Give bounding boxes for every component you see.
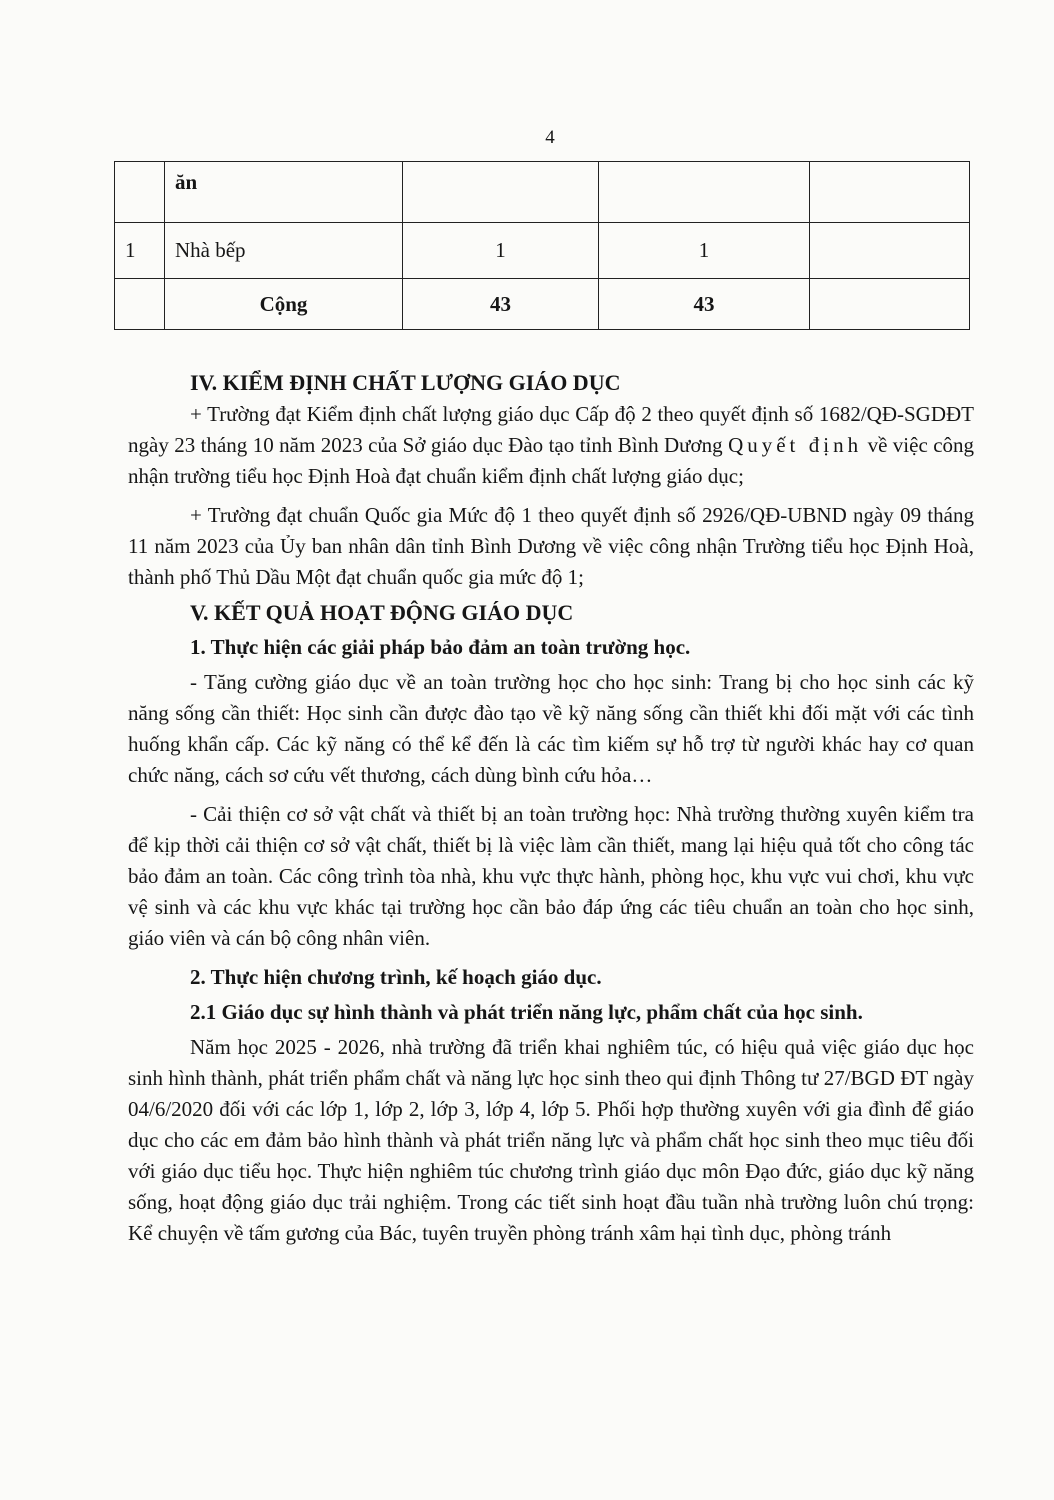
cell-no (115, 279, 165, 330)
cell-value-a: 1 (403, 223, 599, 279)
cell-name: Nhà bếp (165, 223, 403, 279)
cell-value-c (810, 223, 970, 279)
facility-table (114, 161, 970, 330)
page-number: 4 (545, 127, 555, 148)
paragraph-text: + Trường đạt Kiểm định chất lượng giáo dục Cấp độ 2 theo quyết định số 1682/QĐ-SGDĐT ngày 23 tháng 10 năm 2023 của Sở giáo dục Đào tạo tỉnh Bình Dương (128, 402, 974, 457)
paragraph: - Tăng cường giáo dục về an toàn trường học cho học sinh: Trang bị cho học sinh các kỹ năng sống cần thiết: Học sinh cần được đào tạo về kỹ năng sống cần thiết khi đối mặt với các tình huống khẩn cấp. Các kỹ năng có thể kể đến là các tìm kiếm sự hỗ trợ từ người khác hay cơ quan chức năng, cách sơ cứu vết thương, cách dùng bình cứu hỏa… (128, 670, 974, 787)
cell-value-b (599, 162, 810, 223)
subsection-heading: 2. Thực hiện chương trình, kế hoạch giáo dục. (190, 965, 602, 989)
paragraph: + Trường đạt chuẩn Quốc gia Mức độ 1 theo quyết định số 2926/QĐ-UBND ngày 09 tháng 11 năm 2023 của Ủy ban nhân dân tỉnh Bình Dương về việc công nhận Trường tiểu học Định Hoà, thành phố Thủ Dầu Một đạt chuẩn quốc gia mức độ 1; (128, 503, 974, 589)
section-heading: IV. KIỂM ĐỊNH CHẤT LƯỢNG GIÁO DỤC (190, 370, 621, 395)
paragraph: - Cải thiện cơ sở vật chất và thiết bị an toàn trường học: Nhà trường thường xuyên kiểm tra để kịp thời cải thiện cơ sở vật chất, thiết bị là việc làm cần thiết, mang lại hiệu quả tốt cho công tác bảo đảm an toàn. Các công trình tòa nhà, khu vực thực hành, phòng học, khu vực vui chơi, khu vực vệ sinh và các khu vực khác tại trường học cần bảo đáp ứng các tiêu chuẩn an toàn cho học sinh, giáo viên và cán bộ công nhân viên. (128, 802, 974, 950)
section-heading: V. KẾT QUẢ HOẠT ĐỘNG GIÁO DỤC (190, 600, 574, 625)
subsection-heading: 1. Thực hiện các giải pháp bảo đảm an toàn trường học. (190, 635, 691, 659)
paragraph-text-spaced: Quyết định (728, 433, 863, 457)
table-row-total (115, 279, 970, 330)
cell-value-a (403, 162, 599, 223)
cell-name: Cộng (165, 279, 403, 330)
subsection-heading: 2.1 Giáo dục sự hình thành và phát triển năng lực, phẩm chất của học sinh. (190, 1000, 863, 1024)
cell-no (115, 162, 165, 223)
cell-no: 1 (115, 223, 165, 279)
cell-value-b: 43 (599, 279, 810, 330)
cell-value-a: 43 (403, 279, 599, 330)
paragraph: Năm học 2025 - 2026, nhà trường đã triển khai nghiêm túc, có hiệu quả việc giáo dục học sinh hình thành, phát triển phẩm chất và năng lực học sinh theo qui định Thông tư 27/BGD ĐT ngày 04/6/2020 đối với các lớp 1, lớp 2, lớp 3, lớp 4, lớp 5. Phối hợp thường xuyên với gia đình để giáo dục cho các em đảm bảo hình thành và phát triển năng lực và phẩm chất học sinh theo mục tiêu đối với giáo dục tiểu học. Thực hiện nghiêm túc chương trình giáo dục môn Đạo đức, giáo dục kỹ năng sống, hoạt động giáo dục trải nghiệm. Trong các tiết sinh hoạt đầu tuần nhà trường luôn chú trọng: Kể chuyện về tấm gương của Bác, tuyên truyền phòng tránh xâm hại tình dục, phòng tránh (128, 1035, 974, 1245)
paragraph (128, 399, 974, 492)
table-row (115, 162, 970, 223)
paragraph-text: về việc công nhận trường tiểu học Định Hoà đạt chuẩn kiểm định chất lượng giáo dục; (128, 433, 975, 488)
cell-name: ăn (165, 162, 403, 223)
cell-value-b: 1 (599, 223, 810, 279)
document-body (128, 367, 974, 1249)
cell-value-c (810, 279, 970, 330)
table-row (115, 223, 970, 279)
cell-value-c (810, 162, 970, 223)
